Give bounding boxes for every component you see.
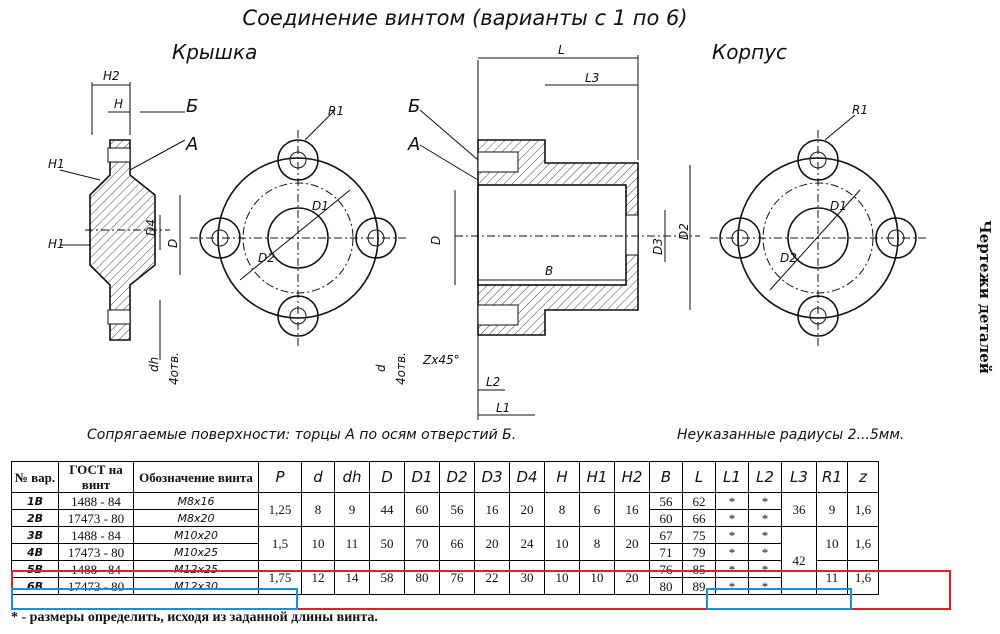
dim-d1-label-cover: D1 bbox=[312, 199, 329, 213]
col-header: R1 bbox=[817, 462, 848, 493]
col-header: L2 bbox=[749, 462, 782, 493]
col-header: d bbox=[302, 462, 335, 493]
L3-cell: 42 bbox=[782, 527, 817, 595]
R1-cell: 11 bbox=[817, 561, 848, 595]
z-cell: 1,6 bbox=[848, 493, 879, 527]
z-cell: 1,6 bbox=[848, 561, 879, 595]
D4-cell: 30 bbox=[510, 561, 545, 595]
col-header: D bbox=[370, 462, 405, 493]
screw-cell: M12x30 bbox=[134, 578, 259, 595]
gost-cell: 1488 - 84 bbox=[59, 493, 134, 510]
dim-h-label: H bbox=[114, 97, 124, 111]
L3-cell: 36 bbox=[782, 493, 817, 527]
L-cell: 79 bbox=[683, 544, 716, 561]
d-cell: 8 bbox=[302, 493, 335, 527]
H2-cell: 16 bbox=[615, 493, 650, 527]
variants-table bbox=[11, 461, 879, 595]
dim-d2-label-body-front: D2 bbox=[780, 251, 797, 265]
table-header-row bbox=[12, 462, 879, 493]
variant-cell: 3B bbox=[12, 527, 59, 544]
dim-l2-label: L2 bbox=[486, 375, 501, 389]
gost-cell: 17473 - 80 bbox=[59, 510, 134, 527]
D1-cell: 70 bbox=[405, 527, 440, 561]
surface-a-label-cover: А bbox=[186, 134, 199, 155]
col-header: L bbox=[683, 462, 716, 493]
R1-cell: 10 bbox=[817, 527, 848, 561]
gost-cell: 1488 - 84 bbox=[59, 561, 134, 578]
holes-label-body: 4отв. bbox=[394, 352, 408, 385]
D3-cell: 22 bbox=[475, 561, 510, 595]
surface-b-label-cover: Б bbox=[186, 96, 199, 117]
D-cell: 50 bbox=[370, 527, 405, 561]
col-header: B bbox=[650, 462, 683, 493]
p-cell: 1,5 bbox=[259, 527, 302, 561]
D-cell: 58 bbox=[370, 561, 405, 595]
L1-cell: * bbox=[716, 578, 749, 595]
cover-view-label: Крышка bbox=[172, 40, 258, 64]
dh-cell: 14 bbox=[335, 561, 370, 595]
dim-d-label-body: D bbox=[429, 235, 443, 245]
B-cell: 76 bbox=[650, 561, 683, 578]
col-header: ГОСТ на винт bbox=[59, 462, 134, 493]
holes-label-cover: 4отв. bbox=[167, 352, 181, 385]
variant-cell: 1B bbox=[12, 493, 59, 510]
screw-cell: M8x16 bbox=[134, 493, 259, 510]
gost-cell: 1488 - 84 bbox=[59, 527, 134, 544]
D2-cell: 56 bbox=[440, 493, 475, 527]
L-cell: 85 bbox=[683, 561, 716, 578]
dim-h1-label-bottom: H1 bbox=[48, 237, 65, 251]
col-header: D1 bbox=[405, 462, 440, 493]
B-cell: 71 bbox=[650, 544, 683, 561]
col-header: P bbox=[259, 462, 302, 493]
L-cell: 75 bbox=[683, 527, 716, 544]
L1-cell: * bbox=[716, 544, 749, 561]
L1-cell: * bbox=[716, 493, 749, 510]
gost-cell: 17473 - 80 bbox=[59, 578, 134, 595]
col-header: D3 bbox=[475, 462, 510, 493]
variant-cell: 6B bbox=[12, 578, 59, 595]
col-header: № вар. bbox=[12, 462, 59, 493]
B-cell: 67 bbox=[650, 527, 683, 544]
dim-l-label: L bbox=[558, 43, 565, 57]
drawing-title: Соединение винтом (варианты с 1 по 6) bbox=[242, 6, 688, 30]
D3-cell: 16 bbox=[475, 493, 510, 527]
body-section-view bbox=[420, 55, 700, 420]
col-header: L3 bbox=[782, 462, 817, 493]
variant-cell: 4B bbox=[12, 544, 59, 561]
surface-b-label-body: Б bbox=[408, 96, 421, 117]
z-cell: 1,6 bbox=[848, 527, 879, 561]
H-cell: 10 bbox=[545, 527, 580, 561]
dim-d-label-cover: D bbox=[166, 238, 180, 248]
col-header: H1 bbox=[580, 462, 615, 493]
col-header: L1 bbox=[716, 462, 749, 493]
variant-cell: 5B bbox=[12, 561, 59, 578]
H-cell: 10 bbox=[545, 561, 580, 595]
footnote: * - размеры определить, исходя из заданной длины винта. bbox=[11, 610, 378, 625]
H-cell: 8 bbox=[545, 493, 580, 527]
dim-d1-label-body: D1 bbox=[830, 199, 847, 213]
body-front-view bbox=[710, 115, 926, 346]
col-header: H bbox=[545, 462, 580, 493]
dim-h1-label-top: H1 bbox=[48, 157, 65, 171]
D4-cell: 24 bbox=[510, 527, 545, 561]
dim-dh-label: dh bbox=[147, 356, 161, 372]
H1-cell: 10 bbox=[580, 561, 615, 595]
chamfer-label: Zx45° bbox=[423, 353, 460, 367]
L2-cell: * bbox=[749, 527, 782, 544]
R1-cell: 9 bbox=[817, 493, 848, 527]
cover-section-view bbox=[60, 82, 185, 360]
d-cell: 12 bbox=[302, 561, 335, 595]
table-row bbox=[12, 561, 879, 578]
body-view-label: Корпус bbox=[712, 40, 788, 64]
screw-cell: M10x25 bbox=[134, 544, 259, 561]
col-header: H2 bbox=[615, 462, 650, 493]
p-cell: 1,75 bbox=[259, 561, 302, 595]
D1-cell: 60 bbox=[405, 493, 440, 527]
variant-cell: 2B bbox=[12, 510, 59, 527]
dh-cell: 9 bbox=[335, 493, 370, 527]
D-cell: 44 bbox=[370, 493, 405, 527]
L1-cell: * bbox=[716, 510, 749, 527]
screw-cell: M8x20 bbox=[134, 510, 259, 527]
screw-cell: M12x25 bbox=[134, 561, 259, 578]
B-cell: 60 bbox=[650, 510, 683, 527]
L-cell: 89 bbox=[683, 578, 716, 595]
H1-cell: 8 bbox=[580, 527, 615, 561]
table-row bbox=[12, 493, 879, 510]
col-header: Обозначение винта bbox=[134, 462, 259, 493]
dim-h2-label: H2 bbox=[103, 69, 120, 83]
D2-cell: 76 bbox=[440, 561, 475, 595]
D1-cell: 80 bbox=[405, 561, 440, 595]
gost-cell: 17473 - 80 bbox=[59, 544, 134, 561]
H2-cell: 20 bbox=[615, 561, 650, 595]
col-header: dh bbox=[335, 462, 370, 493]
L1-cell: * bbox=[716, 561, 749, 578]
B-cell: 56 bbox=[650, 493, 683, 510]
p-cell: 1,25 bbox=[259, 493, 302, 527]
table-row bbox=[12, 527, 879, 544]
dim-r1-label-cover: R1 bbox=[328, 104, 344, 118]
L-cell: 66 bbox=[683, 510, 716, 527]
dim-d3-label: D3 bbox=[651, 238, 665, 255]
dim-l1-label: L1 bbox=[496, 401, 511, 415]
L1-cell: * bbox=[716, 527, 749, 544]
col-header: D2 bbox=[440, 462, 475, 493]
radii-note: Неуказанные радиусы 2...5мм. bbox=[677, 427, 905, 443]
dim-b-label: B bbox=[545, 264, 554, 278]
col-header: D4 bbox=[510, 462, 545, 493]
dh-cell: 11 bbox=[335, 527, 370, 561]
side-caption: Чертежи деталей bbox=[976, 220, 994, 374]
H1-cell: 6 bbox=[580, 493, 615, 527]
dim-r1-label-body: R1 bbox=[852, 103, 868, 117]
H2-cell: 20 bbox=[615, 527, 650, 561]
cover-front-view bbox=[190, 110, 406, 346]
dim-l3-label: L3 bbox=[585, 71, 600, 85]
d-cell: 10 bbox=[302, 527, 335, 561]
col-header: z bbox=[848, 462, 879, 493]
dim-d2-label-body: D2 bbox=[677, 223, 691, 240]
screw-cell: M10x20 bbox=[134, 527, 259, 544]
D3-cell: 20 bbox=[475, 527, 510, 561]
L2-cell: * bbox=[749, 510, 782, 527]
surface-a-label-body: А bbox=[408, 134, 421, 155]
L-cell: 62 bbox=[683, 493, 716, 510]
dim-d-small-label: d bbox=[374, 364, 388, 372]
L2-cell: * bbox=[749, 544, 782, 561]
dim-d2-label-cover: D2 bbox=[258, 251, 275, 265]
dim-d4-label-cover: D4 bbox=[144, 219, 158, 236]
L2-cell: * bbox=[749, 561, 782, 578]
D2-cell: 66 bbox=[440, 527, 475, 561]
L2-cell: * bbox=[749, 578, 782, 595]
B-cell: 80 bbox=[650, 578, 683, 595]
mating-surfaces-note: Сопрягаемые поверхности: торцы А по осям отверстий Б. bbox=[87, 427, 517, 443]
L2-cell: * bbox=[749, 493, 782, 510]
D4-cell: 20 bbox=[510, 493, 545, 527]
